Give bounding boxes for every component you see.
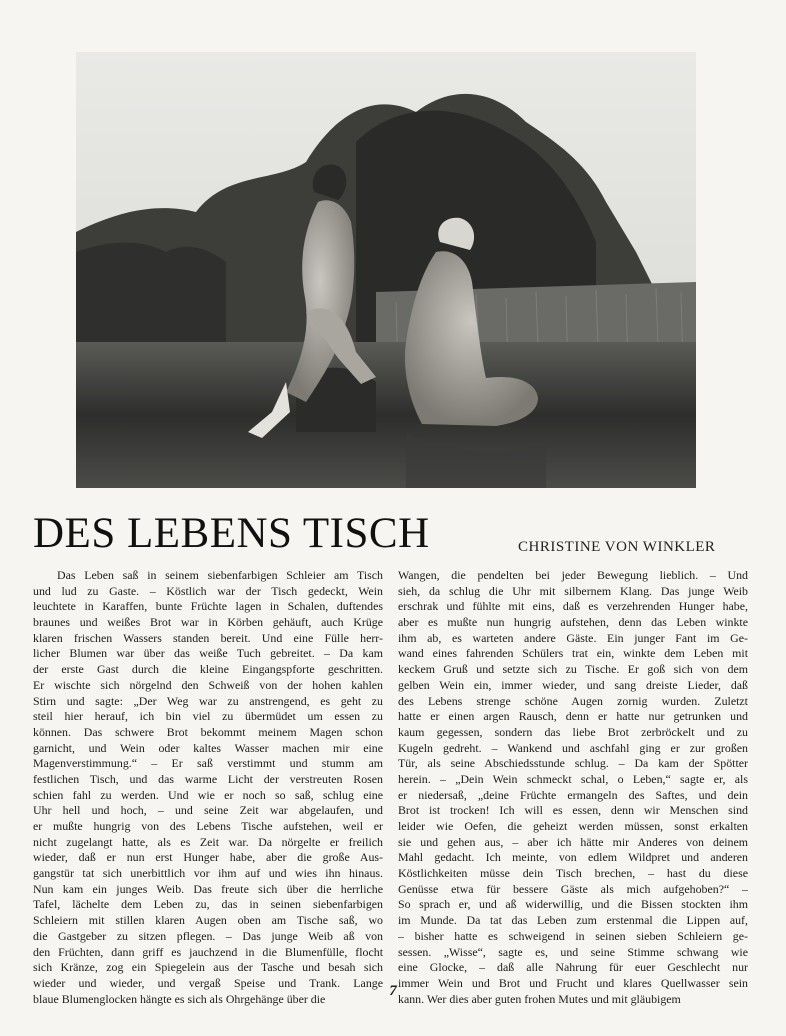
text-line: wand eines fahrenden Schülers trat ein, winkte dem Leben mit [398, 646, 748, 661]
text-line: Mahl gedacht. Ich meinte, von edlem Wildpret und anderen [398, 850, 748, 865]
text-line: eine Glocke, – daß alle Nahrung für euer Geschlecht nur [398, 960, 748, 975]
text-line: leider wie Oefen, die geheizt werden müssen, sonst erkalten [398, 819, 748, 833]
text-line: ihm ab, es warteten andere Gäste. Ein junger Fant im Ge- [398, 630, 748, 645]
text-line: festlichen Tisch, und das warme Licht der verstreuten Rosen [33, 771, 383, 786]
text-line: Kugeln gedreht. – Wankend und aschfahl ging er zur großen [398, 740, 748, 755]
text-line: er mußte hungrig von des Lebens Tische aufstehen, weil er [33, 819, 383, 833]
text-line: Tafel, lächelte dem Leben zu, das in seinen siebenfarbigen [33, 897, 383, 912]
text-line: er niedersaß, „deine Früchte ermangeln des Saftes, und dein [398, 787, 748, 802]
text-line: So sprach er, und aß widerwillig, und die Bissen stockten ihm [398, 897, 748, 912]
text-line: blaue Blumenglocken hängte es sich als Ohrgehänge über die [33, 991, 326, 1006]
text-line: sieh, da schlug die Uhr mit silbernem Klang. Das junge Weib [398, 583, 748, 598]
text-line: Uhr hell und hoch, – und seine Zeit war abgelaufen, und [33, 803, 383, 818]
text-line: Er wischte sich nörgelnd den Schweiß von der hohen kahlen [33, 677, 383, 692]
text-line: Schleiern mit stillen klaren Augen oben am Tische saß, wo [33, 913, 383, 928]
text-line: aber es mußte nun hungrig aufstehen, denn das Leben winkte [398, 615, 748, 630]
text-line: hatte er einen argen Rausch, denn er hatte nur getrunken und [398, 709, 748, 724]
text-line: Genüsse etwa für bessere Gäste als mich aufgehoben?“ – [398, 881, 748, 896]
text-line: kaum gegessen, sondern das liebe Brot zerbröckelt und zu [398, 724, 748, 739]
text-line: braunes und weißes Brot war in Körben gehäuft, auch Krüge [33, 615, 383, 630]
text-line: erschrak und fühlte mit eins, daß es verzehrenden Hunger habe, [398, 599, 748, 614]
text-line: garnicht, und Wein oder kaltes Wasser machen mir eine [33, 740, 383, 755]
text-line: Nun kam ein junges Weib. Das freute sich über die herrliche [33, 881, 383, 896]
article-author: CHRISTINE VON WINKLER [518, 539, 716, 555]
text-line: die Gastgeber zu sitzen pflegen. – Das junge Weib aß von [33, 928, 383, 943]
text-line: steil hier herauf, ich bin viel zu übermüdet um essen zu [33, 709, 383, 724]
text-line: Stirn und sagte: „Der Weg war zu anstrengend, es geht zu [33, 693, 383, 708]
text-line: des Lebens strenge schöne Augen zornig wurden. Zuletzt [398, 693, 748, 708]
text-line: nicht zugelangt hatte, als es Zeit war. Da nörgelte er freilich [33, 834, 383, 849]
text-line: immer Wein und Brot und Frucht und klares Quellwasser sein [398, 975, 748, 990]
text-line: Magenverstimmung.“ – Er saß verstimmt und stumm am [33, 756, 383, 771]
text-line: leuchtete in Karaffen, bunte Früchte lagen in Schalen, duftendes [33, 599, 383, 614]
text-line: gangstür tat sich unerbittlich vor ihm auf und wies ihn hinaus. [33, 866, 383, 881]
text-line: sie und gehen aus, – aber ich hätte mir Anderes von deinem [398, 834, 748, 849]
text-line: herein. – „Dein Wein schmeckt schal, o Leben,“ sagte er, als [398, 771, 748, 786]
article-photo [76, 52, 696, 488]
text-line: schien fahl zu werden. Und wie er noch so saß, schlug eine [33, 787, 383, 802]
text-line: licher Blumen war über das weiße Tuch gebreitet. – Da kam [33, 646, 383, 661]
text-line: im Munde. Da tat das Leben zum erstenmal die Lippen auf, [398, 913, 748, 928]
text-line: wieder, daß er nun erst Hunger habe, aber die große Aus- [33, 850, 383, 865]
text-line: der erste Gast durch die kleine Eingangspforte geschritten. [33, 662, 383, 677]
text-line: Wangen, die pendelten bei jeder Bewegung lieblich. – Und [398, 568, 748, 582]
article-column-left [33, 568, 383, 1007]
article-title: DES LEBENS TISCH [33, 510, 430, 557]
text-line: Köstlichkeiten müsse dein Tisch brechen, – hast du diese [398, 866, 748, 881]
text-line: und lud zu Gaste. – Köstlich war der Tisch gedeckt, Wein [33, 583, 383, 598]
text-line: – bisher hatte es schweigend in seinen sieben Schleiern ge- [398, 928, 748, 943]
page-number: 7 [389, 983, 397, 999]
text-line: kann. Wer dies aber guten frohen Mutes und mit gläubigem [398, 991, 681, 1006]
text-line: sich Kränze, zog ein Spiegelein aus der Tasche und besah sich [33, 960, 383, 975]
text-line: Brot ist trocken! Ich will es essen, denn wir Menschen sind [398, 803, 748, 818]
article-column-right [398, 568, 748, 1007]
text-line: gelben Wein ein, immer wieder, und sang dreiste Lieder, daß [398, 677, 748, 692]
text-line: Tür, als seine Abschiedsstunde schlug. – Da kam der Spötter [398, 756, 748, 771]
text-line: können. Das schwere Brot bekommt meinem Magen schon [33, 724, 383, 739]
text-line: klaren frischen Wassers standen bereit. Und eine Fülle herr- [33, 630, 383, 645]
text-line: Das Leben saß in seinem siebenfarbigen Schleier am Tisch [57, 568, 383, 582]
text-line: wieder und wieder, und vergaß Speise und Trank. Lange [33, 975, 383, 990]
text-line: den Früchten, dann griff es jauchzend in die Blumenfülle, flocht [33, 944, 383, 959]
text-line: sessen. „Wisse“, sagte es, und seine Stimme schwang wie [398, 944, 748, 959]
photo-image [76, 52, 696, 488]
text-line: keckem Gruß und setzte sich zu Tische. Er goß sich von dem [398, 662, 748, 677]
